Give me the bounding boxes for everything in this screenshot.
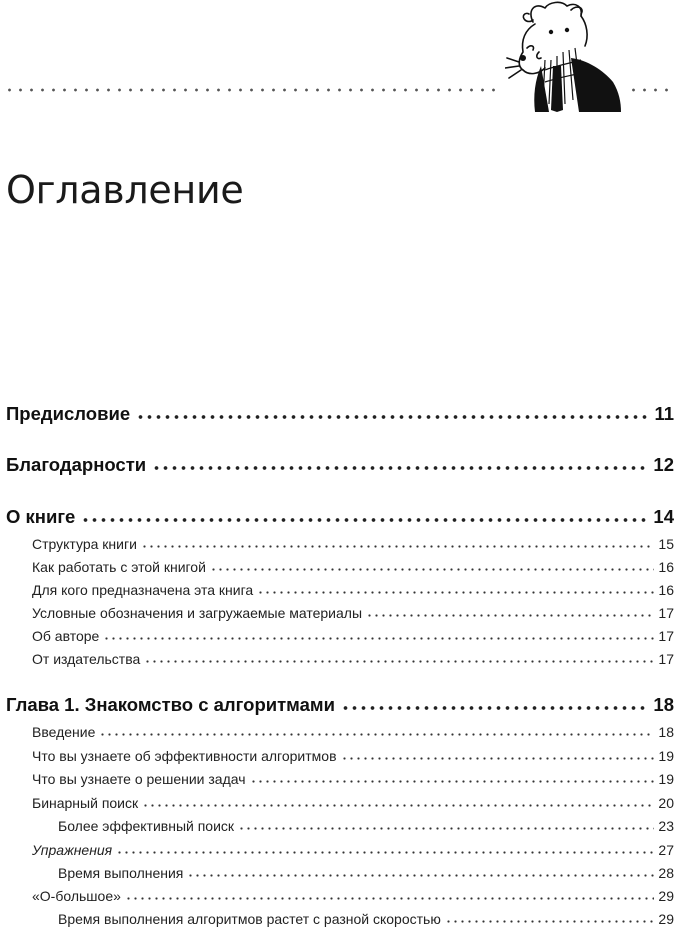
toc-entry-title: Упражнения <box>32 842 113 858</box>
toc-entry-title: Время выполнения <box>58 865 184 881</box>
toc-entry[interactable] <box>32 771 674 787</box>
toc-entry[interactable] <box>32 582 674 598</box>
toc-page-number: 19 <box>658 771 674 787</box>
toc-entry[interactable] <box>32 536 674 552</box>
dot-leader <box>445 913 655 924</box>
toc-entry-title: Время выполнения алгоритмов растет с разной скоростью <box>58 911 441 927</box>
toc-page-number: 15 <box>658 536 674 552</box>
toc-entry[interactable] <box>32 605 674 621</box>
dot-leader <box>238 820 654 831</box>
dot-leader <box>341 750 655 761</box>
toc-page-number: 14 <box>653 506 674 527</box>
toc-entry[interactable] <box>32 628 674 644</box>
toc-entry[interactable] <box>58 818 674 834</box>
dot-leader <box>250 773 655 784</box>
dot-leader <box>257 584 654 595</box>
rat-mascot-illustration <box>505 0 625 112</box>
toc-page-number: 20 <box>658 795 674 811</box>
dot-leader <box>125 890 655 901</box>
toc-entry-title: Бинарный поиск <box>32 795 139 811</box>
toc-entry-title: Что вы узнаете об эффективности алгоритмов <box>32 748 337 764</box>
toc-entry[interactable] <box>58 911 674 927</box>
dot-leader <box>103 630 654 641</box>
toc-entry[interactable] <box>58 865 674 881</box>
header-dotted-rule <box>4 86 500 94</box>
toc-page-number: 16 <box>658 559 674 575</box>
toc-page-number: 11 <box>654 403 674 424</box>
toc-page-number: 12 <box>653 454 674 475</box>
toc-entry[interactable] <box>32 559 674 575</box>
toc-entry[interactable] <box>32 748 674 764</box>
dot-leader <box>116 844 654 855</box>
toc-entry[interactable] <box>32 724 674 740</box>
toc-entry-title: Условные обозначения и загружаемые материалы <box>32 605 363 621</box>
dot-leader <box>81 508 647 523</box>
toc-entry[interactable] <box>6 506 674 528</box>
toc-page-number: 18 <box>658 724 674 740</box>
dot-leader <box>187 867 654 878</box>
toc-entry[interactable] <box>32 888 674 904</box>
dot-leader <box>142 797 654 808</box>
toc-entry-title: Глава 1. Знакомство с алгоритмами <box>6 694 335 715</box>
toc-entry-title: Структура книги <box>32 536 137 552</box>
toc-page-number: 19 <box>658 748 674 764</box>
toc-page-number: 17 <box>658 605 674 621</box>
toc-entry-title: Что вы узнаете о решении задач <box>32 771 246 787</box>
toc-entry[interactable] <box>32 795 674 811</box>
toc-entry-title: Благодарности <box>6 454 147 475</box>
dot-leader <box>99 726 654 737</box>
toc-entry-title: О книге <box>6 506 76 527</box>
page-title: Оглавление <box>6 168 244 212</box>
toc-entry-title: Для кого предназначена эта книга <box>32 582 254 598</box>
toc-page-number: 17 <box>658 651 674 667</box>
toc-page-number: 23 <box>658 818 674 834</box>
toc-page-number: 27 <box>658 842 674 858</box>
toc-page-number: 17 <box>658 628 674 644</box>
toc-page-number: 29 <box>658 911 674 927</box>
toc-entry-title: Введение <box>32 724 96 740</box>
toc-page-number: 18 <box>653 694 674 715</box>
dot-leader <box>366 607 654 618</box>
toc-page-number: 29 <box>658 888 674 904</box>
toc-entry[interactable] <box>6 694 674 716</box>
toc-entry[interactable] <box>6 403 674 425</box>
header-dotted-rule-right <box>628 86 674 94</box>
toc-entry-title: Предисловие <box>6 403 131 424</box>
toc-entry[interactable] <box>32 842 674 858</box>
dot-leader <box>136 405 648 420</box>
toc-entry-title: «О-большое» <box>32 888 121 904</box>
toc-entry[interactable] <box>32 651 674 667</box>
toc-page-number: 28 <box>658 865 674 881</box>
toc-entry-title: Как работать с этой книгой <box>32 559 206 575</box>
toc-entry-title: Более эффективный поиск <box>58 818 235 834</box>
toc-entry[interactable] <box>6 454 674 476</box>
dot-leader <box>341 696 647 711</box>
dot-leader <box>144 653 654 664</box>
dot-leader <box>141 538 655 549</box>
dot-leader <box>210 561 655 572</box>
toc-entry-title: Об авторе <box>32 628 100 644</box>
dot-leader <box>152 456 647 471</box>
toc-entry-title: От издательства <box>32 651 141 667</box>
toc-page-number: 16 <box>658 582 674 598</box>
